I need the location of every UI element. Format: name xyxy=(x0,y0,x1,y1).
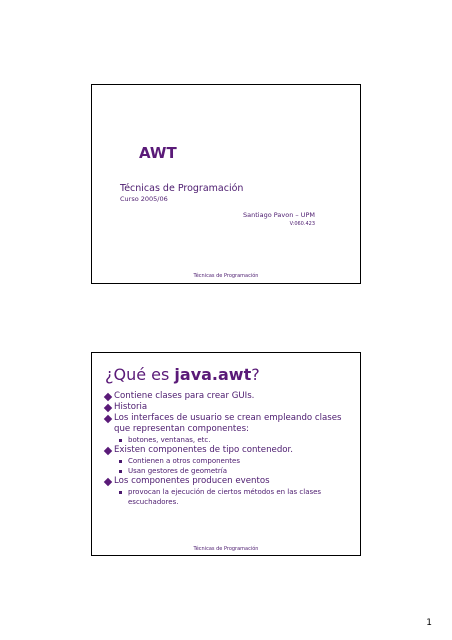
page-number: 1 xyxy=(426,618,432,628)
bullet-item: Los componentes producen eventos xyxy=(104,476,354,487)
bullet-item: Historia xyxy=(104,402,354,413)
slide-subtitle: Técnicas de Programación xyxy=(120,183,244,194)
slide-footer: Técnicas de Programación xyxy=(193,273,259,279)
slide-1 xyxy=(91,84,361,284)
bullet-item: Existen componentes de tipo contenedor. xyxy=(104,445,354,456)
title-prefix: ¿Qué es xyxy=(105,365,175,384)
slide-title: AWT xyxy=(139,144,177,162)
slide-footer: Técnicas de Programación xyxy=(193,546,259,552)
version-label: V:060.423 xyxy=(289,221,315,227)
sub-bullet-item: Usan gestores de geometría xyxy=(104,466,354,476)
bullet-item: Los interfaces de usuario se crean empleando clases que representan componentes: xyxy=(104,413,354,435)
sub-bullet-item: provocan la ejecución de ciertos métodos en las clases escuchadores. xyxy=(104,487,354,507)
author-label: Santiago Pavon – UPM xyxy=(243,211,315,219)
slide-title xyxy=(105,365,260,384)
sub-bullet-item: botones, ventanas, etc. xyxy=(104,435,354,445)
sub-bullet-item: Contienen a otros componentes xyxy=(104,456,354,466)
title-keyword: java.awt xyxy=(174,365,252,384)
slide-2 xyxy=(91,352,361,556)
title-suffix: ? xyxy=(251,365,260,384)
bullet-list xyxy=(104,391,354,507)
course-label: Curso 2005/06 xyxy=(120,195,168,203)
bullet-item: Contiene clases para crear GUIs. xyxy=(104,391,354,402)
